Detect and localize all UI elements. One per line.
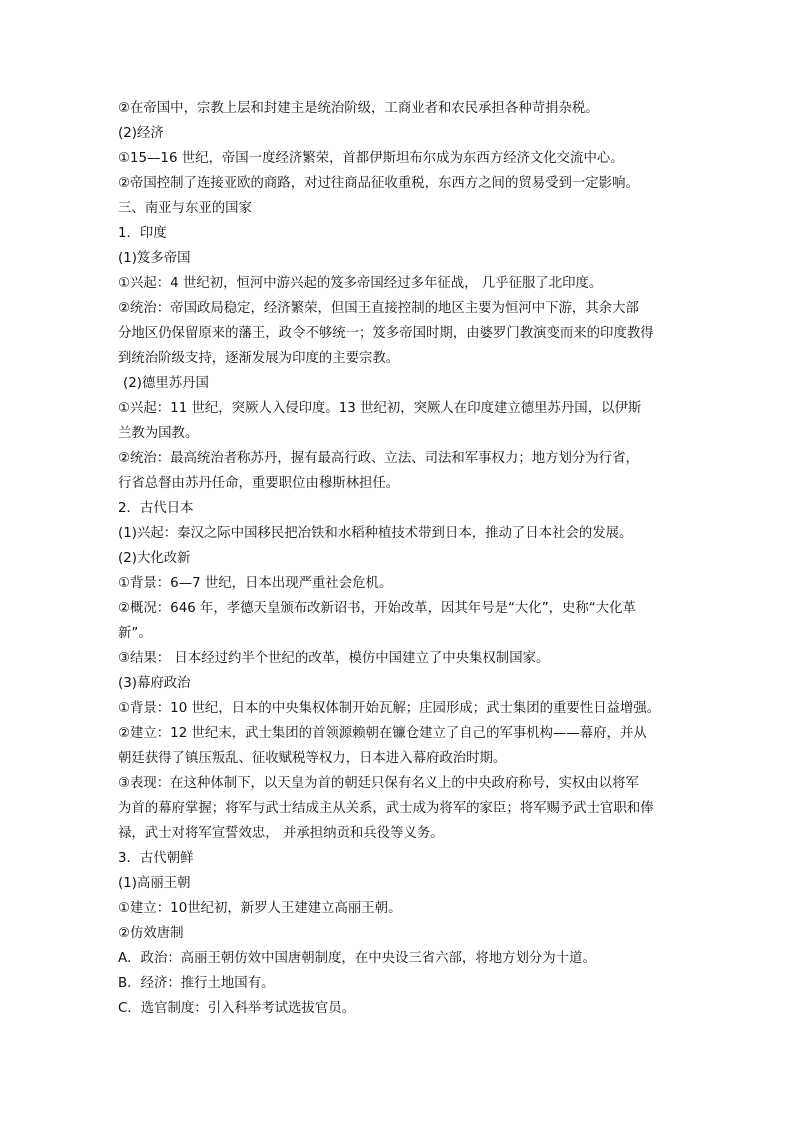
text-line: ②帝国控制了连接亚欧的商路，对过往商品征收重税，东西方之间的贸易受到一定影响。 [118,176,639,191]
topic-heading: 2．古代日本 [118,501,194,516]
text-line: 新”。 [118,626,152,641]
text-line: ②仿效唐制 [118,926,184,941]
section-heading: 三、南亚与东亚的国家 [118,201,252,216]
subsection-heading: (2)经济 [118,126,164,141]
text-line: ③结果： 日本经过约半个世纪的改革，模仿中国建立了中央集权制国家。 [118,651,550,666]
text-line: (1)兴起：秦汉之际中国移民把冶铁和水稻种植技术带到日本，推动了日本社会的发展。 [118,526,633,541]
text-line: 禄，武士对将军宣誓效忠， 并承担纳贡和兵役等义务。 [118,826,444,841]
text-line: ①背景：10 世纪，日本的中央集权体制开始瓦解；庄园形成；武士集团的重要性日益增强。 [118,701,661,716]
text-line: 兰教为国教。 [118,426,199,441]
text-line: ②在帝国中，宗教上层和封建主是统治阶级，工商业者和农民承担各种苛捐杂税。 [118,101,599,116]
text-line: 行省总督由苏丹任命，重要职位由穆斯林担任。 [118,476,400,491]
subsection-heading: (2)德里苏丹国 [123,376,209,391]
text-line: ①兴起：11 世纪，突厥人入侵印度。13 世纪初，突厥人在印度建立德里苏丹国，以伊斯 [118,401,642,416]
text-line: ①兴起：4 世纪初，恒河中游兴起的笈多帝国经过多年征战， 几乎征服了北印度。 [118,276,603,291]
subsection-heading: (2)大化改新 [118,551,191,566]
text-line: ②概况：646 年，孝德天皇颁布改新诏书，开始改革，因其年号是“大化”，史称“大化革 [118,601,636,616]
text-line: 到统治阶级支持，逐渐发展为印度的主要宗教。 [118,351,400,366]
text-line: ②统治：帝国政局稳定，经济繁荣，但国王直接控制的地区主要为恒河中下游，其余大部 [118,301,639,316]
text-line: ①背景：6—7 世纪，日本出现严重社会危机。 [118,576,393,591]
text-line: 分地区仍保留原来的藩王，政令不够统一；笈多帝国时期，由婆罗门教演变而来的印度教得 [118,326,654,341]
text-line: C．选官制度：引入科举考试选拔官员。 [118,1001,355,1016]
subsection-heading: (3)幕府政治 [118,676,191,691]
document-body [118,96,688,1021]
subsection-heading: (1)笈多帝国 [118,251,191,266]
text-line: ②建立：12 世纪末，武士集团的首领源赖朝在镰仓建立了自己的军事机构——幕府，并从 [118,726,647,741]
text-line: A．政治：高丽王朝仿效中国唐朝制度，在中央设三省六部，将地方划分为十道。 [118,951,596,966]
subsection-heading: (1)高丽王朝 [118,876,191,891]
text-line: ①建立：10世纪初，新罗人王建建立高丽王朝。 [118,901,402,916]
topic-heading: 1．印度 [118,226,167,241]
text-line: ③表现：在这种体制下，以天皇为首的朝廷只保有名义上的中央政府称号，实权由以将军 [118,776,639,791]
text-line: 为首的幕府掌握；将军与武士结成主从关系，武士成为将军的家臣；将军赐予武士官职和俸 [118,801,654,816]
topic-heading: 3．古代朝鲜 [118,851,194,866]
text-line: B．经济：推行土地国有。 [118,976,275,991]
text-line: ②统治：最高统治者称苏丹，握有最高行政、立法、司法和军事权力；地方划分为行省， [118,451,639,466]
text-line: 朝廷获得了镇压叛乱、征收赋税等权力，日本进入幕府政治时期。 [118,751,507,766]
text-line: ①15—16 世纪，帝国一度经济繁荣，首都伊斯坦布尔成为东西方经济文化交流中心。 [118,151,624,166]
